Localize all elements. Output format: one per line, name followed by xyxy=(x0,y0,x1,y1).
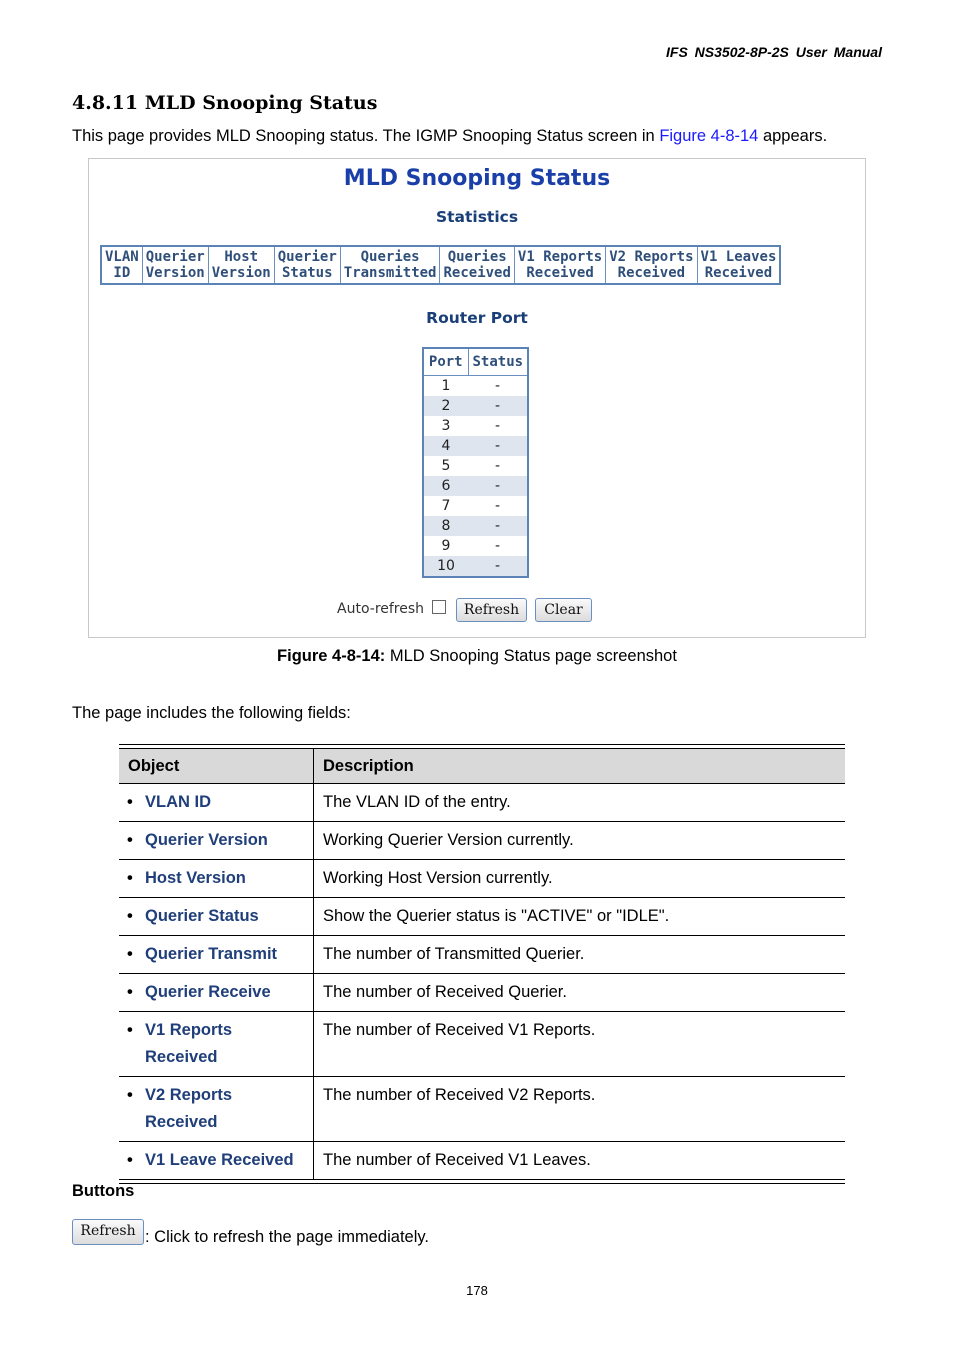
table-row xyxy=(423,456,528,476)
stat-column-header xyxy=(606,246,697,284)
table-row xyxy=(423,536,528,556)
page-number: 178 xyxy=(466,1283,488,1298)
table-row xyxy=(423,516,528,536)
port-cell: 9 xyxy=(441,538,451,554)
table-row xyxy=(119,784,845,822)
intro-text-end: appears. xyxy=(758,127,828,145)
object-name: V2 Reports Received xyxy=(145,1086,233,1131)
stat-column-header-line: Transmitted xyxy=(343,265,437,281)
stat-column-header-line: Received xyxy=(443,265,511,281)
port-cell: 5 xyxy=(441,458,451,474)
statistics-table xyxy=(100,245,781,285)
table-row xyxy=(423,556,528,577)
port-cell: 2 xyxy=(423,396,468,416)
fields-header-row xyxy=(119,749,845,784)
stat-column-header-line: Received xyxy=(617,265,686,281)
bullet-icon: • xyxy=(127,1151,133,1169)
stat-column-header xyxy=(208,246,274,284)
table-row xyxy=(119,936,845,974)
object-cell xyxy=(119,1012,314,1077)
status-cell: - xyxy=(468,396,528,416)
port-cell: 1 xyxy=(441,378,451,394)
statistics-heading: Statistics xyxy=(435,208,519,226)
port-cell: 10 xyxy=(423,556,468,577)
status-cell: - xyxy=(468,436,528,456)
refresh-button[interactable]: Refresh xyxy=(456,598,527,622)
stat-column-header xyxy=(340,246,440,284)
refresh-description: : Click to refresh the page immediately. xyxy=(145,1228,429,1246)
description-cell: The VLAN ID of the entry. xyxy=(314,784,846,822)
bullet-icon: • xyxy=(127,831,133,849)
router-port-header-row xyxy=(423,348,528,376)
table-row xyxy=(423,376,528,397)
status-cell: - xyxy=(495,378,501,394)
object-cell xyxy=(119,1142,314,1180)
stat-column-header-line: V1 Leaves xyxy=(700,249,777,265)
fields-table xyxy=(119,744,845,1184)
figure-caption xyxy=(0,647,954,666)
table-row xyxy=(423,496,528,516)
bullet-icon: • xyxy=(127,1086,133,1104)
stat-column-header-line: Querier xyxy=(145,249,205,265)
port-cell: 6 xyxy=(423,476,468,496)
buttons-heading: Buttons xyxy=(72,1182,135,1200)
status-cell: - xyxy=(468,556,528,577)
router-port-heading: Router Port xyxy=(426,309,528,327)
fields-intro: The page includes the following fields: xyxy=(72,704,351,722)
clear-button[interactable]: Clear xyxy=(535,598,592,622)
auto-refresh-label: Auto-refresh xyxy=(337,601,425,617)
status-cell: - xyxy=(468,476,528,496)
table-row xyxy=(119,1012,845,1077)
table-row xyxy=(423,476,528,496)
description-cell: The number of Received V2 Reports. xyxy=(314,1077,846,1142)
description-cell: Show the Querier status is "ACTIVE" or "IDLE". xyxy=(314,898,846,936)
stat-column-header-line: Received xyxy=(704,265,773,281)
description-column-header: Description xyxy=(314,749,846,784)
table-bottom-rule xyxy=(119,1180,845,1184)
table-row xyxy=(119,974,845,1012)
caption-text: MLD Snooping Status page screenshot xyxy=(385,647,677,665)
status-cell: - xyxy=(495,538,501,554)
router-port-table xyxy=(422,347,529,578)
table-row xyxy=(119,822,845,860)
object-name: V1 Reports Received xyxy=(145,1021,233,1066)
table-row xyxy=(423,436,528,456)
stat-column-header xyxy=(697,246,780,284)
table-row xyxy=(119,860,845,898)
statistics-header-row xyxy=(101,246,780,284)
description-cell: The number of Transmitted Querier. xyxy=(314,936,846,974)
bullet-icon: • xyxy=(127,1021,133,1039)
port-cell: 8 xyxy=(423,516,468,536)
stat-column-header-line: Version xyxy=(145,265,205,281)
bullet-icon: • xyxy=(127,945,133,963)
intro-text: This page provides MLD Snooping status. The IGMP Snooping Status screen in xyxy=(72,127,660,145)
object-cell xyxy=(119,822,314,860)
description-cell: Working Host Version currently. xyxy=(314,860,846,898)
object-cell xyxy=(119,936,314,974)
stat-column-header-line: Version xyxy=(211,265,271,281)
stat-column-header-line: V1 Reports xyxy=(517,249,603,265)
object-cell xyxy=(119,860,314,898)
description-cell: Working Querier Version currently. xyxy=(314,822,846,860)
table-row xyxy=(423,396,528,416)
stat-column-header xyxy=(101,246,142,284)
description-cell: The number of Received Querier. xyxy=(314,974,846,1012)
object-name: Querier Status xyxy=(145,907,259,925)
table-row xyxy=(119,1077,845,1142)
stat-column-header-line: Querier xyxy=(277,249,337,265)
stat-column-header-line: Host xyxy=(224,249,259,265)
object-name: VLAN ID xyxy=(145,793,211,811)
bullet-icon: • xyxy=(127,983,133,1001)
port-cell: 7 xyxy=(441,498,451,514)
stat-column-header-line: V2 Reports xyxy=(609,249,694,265)
object-cell xyxy=(119,1077,314,1142)
caption-label: Figure 4-8-14: xyxy=(277,647,386,665)
figure-link[interactable]: Figure 4-8-14 xyxy=(659,127,759,145)
bullet-icon: • xyxy=(127,907,133,925)
stat-column-header-line: Queries xyxy=(360,249,420,265)
stat-column-header-line: ID xyxy=(113,265,131,281)
stat-column-header xyxy=(514,246,605,284)
stat-column-header xyxy=(440,246,514,284)
port-cell: 3 xyxy=(441,418,451,434)
stat-column-header-line: Status xyxy=(281,265,333,281)
status-cell: - xyxy=(495,498,501,514)
object-cell xyxy=(119,784,314,822)
screenshot-title: MLD Snooping Status xyxy=(343,166,611,191)
stat-column-header-line: Queries xyxy=(447,249,507,265)
object-name: V1 Leave Received xyxy=(145,1151,294,1169)
bullet-icon: • xyxy=(127,793,133,811)
status-column-header: Status xyxy=(468,348,528,376)
port-cell: 4 xyxy=(423,436,468,456)
screenshot-figure xyxy=(88,158,866,638)
auto-refresh-checkbox[interactable] xyxy=(432,600,446,614)
section-title: 4.8.11 MLD Snooping Status xyxy=(72,92,378,114)
object-cell xyxy=(119,974,314,1012)
port-column-header: Port xyxy=(423,348,468,376)
status-cell: - xyxy=(495,458,501,474)
object-name: Querier Receive xyxy=(145,983,271,1001)
stat-column-header-line: VLAN xyxy=(105,249,139,265)
table-row xyxy=(119,898,845,936)
stat-column-header xyxy=(142,246,208,284)
bullet-icon: • xyxy=(127,869,133,887)
description-cell: The number of Received V1 Leaves. xyxy=(314,1142,846,1180)
object-name: Querier Version xyxy=(145,831,268,849)
table-row xyxy=(423,416,528,436)
object-cell xyxy=(119,898,314,936)
description-cell: The number of Received V1 Reports. xyxy=(314,1012,846,1077)
status-cell: - xyxy=(495,418,501,434)
object-name: Host Version xyxy=(145,869,246,887)
status-cell: - xyxy=(468,516,528,536)
object-column-header: Object xyxy=(119,749,314,784)
table-row xyxy=(119,1142,845,1180)
object-name: Querier Transmit xyxy=(145,945,278,963)
stat-column-header-line: Received xyxy=(526,265,594,281)
intro-paragraph xyxy=(72,127,827,146)
stat-column-header xyxy=(274,246,340,284)
refresh-button-sample[interactable]: Refresh xyxy=(72,1219,144,1245)
manual-header: IFS NS3502-8P-2S User Manual xyxy=(666,44,882,60)
